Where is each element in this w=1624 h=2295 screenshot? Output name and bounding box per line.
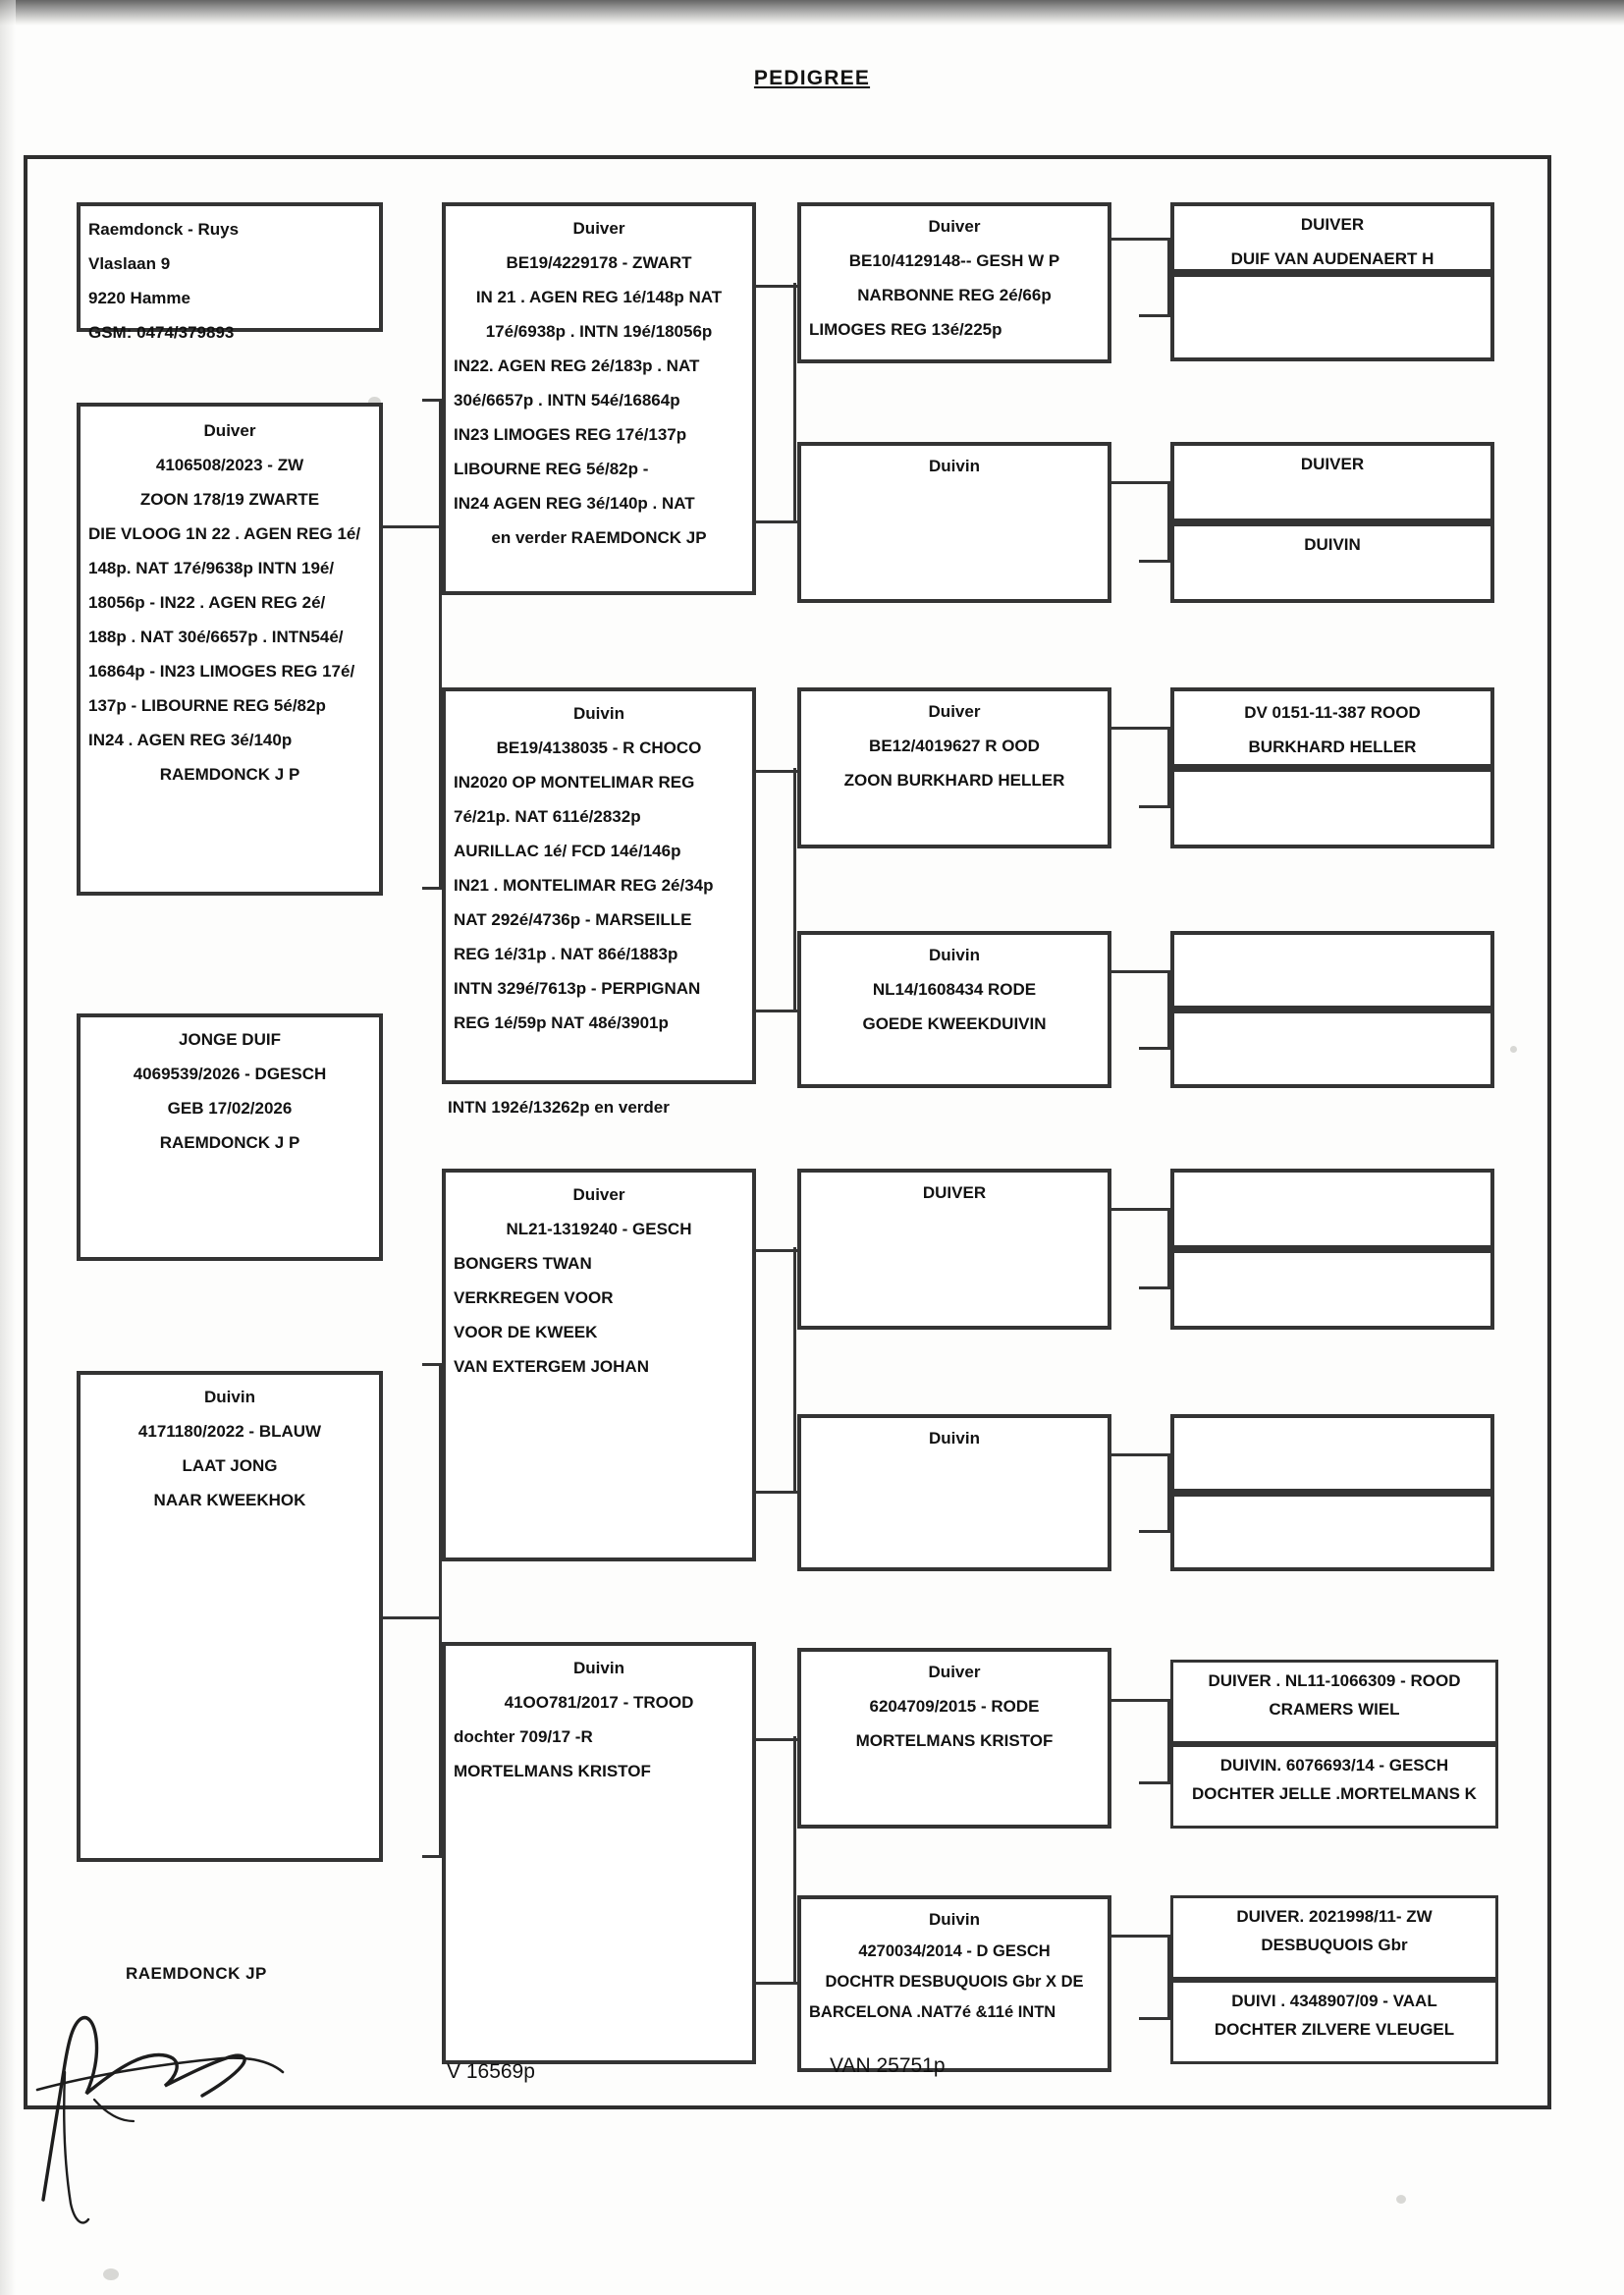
gen4-box-3a-line-2: BURKHARD HELLER xyxy=(1248,738,1417,756)
gen3-box-5 xyxy=(797,1169,1111,1330)
dam-sire-line-2: VERKREGEN VOOR xyxy=(454,1288,614,1307)
sire-line-1: ZOON 178/19 ZWARTE xyxy=(139,490,320,509)
owner-city: 9220 Hamme xyxy=(88,289,190,307)
sire-line-6: 16864p - IN23 LIMOGES REG 17é/ xyxy=(88,662,355,681)
gen4-box-2b-header: DUIVIN xyxy=(1304,535,1361,554)
gen4-box-1a xyxy=(1170,202,1494,273)
footnote-right: VAN 25751p xyxy=(830,2054,946,2077)
sire-dam-line-7: INTN 329é/7613p - PERPIGNAN xyxy=(454,979,701,998)
sire-dam-overflow-line: INTN 192é/13262p en verder xyxy=(448,1098,670,1117)
gen3-box-7 xyxy=(797,1648,1111,1829)
gen4-box-3a-line-1: DV 0151-11-387 ROOD xyxy=(1244,703,1421,722)
gen4-box-1a-header: DUIVER xyxy=(1300,215,1365,234)
sire-box xyxy=(77,403,383,896)
sire-line-8: IN24 . AGEN REG 3é/140p xyxy=(88,731,293,749)
connector-b4-to-c4b xyxy=(1139,1047,1170,1050)
connector-b5-to-c5b xyxy=(1139,1286,1170,1289)
connector-dam-out xyxy=(383,1616,442,1619)
sire-breeder: RAEMDONCK J P xyxy=(159,765,300,784)
gen4-box-7a xyxy=(1170,1660,1498,1744)
gen3-box-7-line-1: 6204709/2015 - RODE xyxy=(869,1697,1040,1716)
sire-dam-line-1: IN2020 OP MONTELIMAR REG xyxy=(454,773,695,792)
connector-sire-out xyxy=(383,525,442,528)
scan-edge-top xyxy=(0,0,1624,26)
sire-dam-line-4: IN21 . MONTELIMAR REG 2é/34p xyxy=(454,876,714,895)
gen4-box-7b xyxy=(1170,1744,1498,1829)
sire-sire-line-6: LIBOURNE REG 5é/82p - xyxy=(454,460,649,478)
gen4-box-2a xyxy=(1170,442,1494,522)
gen3-box-2 xyxy=(797,442,1111,603)
sire-line-7: 137p - LIBOURNE REG 5é/82p xyxy=(88,696,326,715)
connector-sire-to-sire-sire xyxy=(422,399,444,402)
connector-b3-vertical xyxy=(1167,727,1170,807)
sire-dam-line-2: 7é/21p. NAT 611é/2832p xyxy=(454,807,641,826)
dam-header: Duivin xyxy=(204,1388,255,1406)
dam-dam-box xyxy=(442,1642,756,2064)
connector-b8-to-c8b xyxy=(1139,2017,1170,2020)
dam-dam-header: Duivin xyxy=(573,1659,624,1677)
sire-line-3: 148p. NAT 17é/9638p INTN 19é/ xyxy=(88,559,335,577)
dam-box xyxy=(77,1371,383,1862)
subject-ring: 4069539/2026 - DGESCH xyxy=(133,1065,327,1083)
sire-dam-line-8: REG 1é/59p NAT 48é/3901p xyxy=(454,1013,669,1032)
connector-dam-sire-out xyxy=(756,1249,797,1252)
connector-b6-out xyxy=(1111,1453,1170,1456)
gen4-box-3a xyxy=(1170,687,1494,768)
dam-sire-header: Duiver xyxy=(572,1185,625,1204)
connector-b4-out xyxy=(1111,970,1170,973)
sire-sire-line-7: IN24 AGEN REG 3é/140p . NAT xyxy=(454,494,695,513)
connector-sire-dam-vertical xyxy=(793,768,796,1011)
scan-speck xyxy=(103,2268,119,2280)
gen4-box-1a-line: DUIF VAN AUDENAERT H xyxy=(1230,249,1435,268)
gen4-box-8a-line-2: DESBUQUOIS Gbr xyxy=(1261,1936,1408,1954)
gen4-box-4b xyxy=(1170,1010,1494,1088)
subject-header: JONGE DUIF xyxy=(179,1030,281,1049)
owner-phone: GSM: 0474/379893 xyxy=(88,323,235,342)
owner-street: Vlaslaan 9 xyxy=(88,254,171,273)
connector-b6-to-c6b xyxy=(1139,1530,1170,1533)
dam-sire-box xyxy=(442,1169,756,1561)
connector-b7-to-c7b xyxy=(1139,1781,1170,1784)
subject-born: GEB 17/02/2026 xyxy=(167,1099,293,1118)
sire-dam-box xyxy=(442,687,756,1084)
gen3-box-8 xyxy=(797,1895,1111,2072)
gen3-box-7-header: Duiver xyxy=(928,1663,981,1681)
dam-sire-ring: NL21-1319240 - GESCH xyxy=(506,1220,692,1238)
sire-sire-line-5: IN23 LIMOGES REG 17é/137p xyxy=(454,425,687,444)
connector-dam-sire-to-b6 xyxy=(756,1491,797,1494)
gen3-box-3-line-2: ZOON BURKHARD HELLER xyxy=(843,771,1065,790)
gen4-box-1b xyxy=(1170,273,1494,361)
connector-b5-out xyxy=(1111,1208,1170,1211)
sire-dam-ring: BE19/4138035 - R CHOCO xyxy=(496,738,702,757)
gen3-box-1-line-3: LIMOGES REG 13é/225p xyxy=(809,320,1002,339)
gen4-box-6a xyxy=(1170,1414,1494,1493)
sire-dam-header: Duivin xyxy=(573,704,624,723)
footnote-left: V 16569p xyxy=(447,2060,535,2083)
sire-sire-line-2: 17é/6938p . INTN 19é/18056p xyxy=(485,322,713,341)
dam-sire-line-3: VOOR DE KWEEK xyxy=(454,1323,598,1341)
gen4-box-8b xyxy=(1170,1980,1498,2064)
gen4-box-2b xyxy=(1170,522,1494,603)
gen3-box-8-header: Duivin xyxy=(929,1910,980,1929)
gen4-box-4a xyxy=(1170,931,1494,1010)
gen3-box-2-header: Duivin xyxy=(929,457,980,475)
connector-b1-out xyxy=(1111,238,1170,241)
gen4-box-5a xyxy=(1170,1169,1494,1249)
sire-dam-line-5: NAT 292é/4736p - MARSEILLE xyxy=(454,910,692,929)
gen4-box-7b-line-1: DUIVIN. 6076693/14 - GESCH xyxy=(1219,1756,1449,1775)
gen4-box-7a-line-2: CRAMERS WIEL xyxy=(1269,1700,1400,1719)
sire-line-4: 18056p - IN22 . AGEN REG 2é/ xyxy=(88,593,326,612)
dam-sire-line-1: BONGERS TWAN xyxy=(454,1254,592,1273)
gen3-box-5-header: DUIVER xyxy=(922,1183,987,1202)
connector-b3-out xyxy=(1111,727,1170,730)
connector-sire-sire-vertical xyxy=(793,283,796,523)
connector-dam-to-dam-dam xyxy=(422,1855,444,1858)
gen3-box-1-header: Duiver xyxy=(928,217,981,236)
gen3-box-7-line-2: MORTELMANS KRISTOF xyxy=(855,1731,1054,1750)
dam-sire-line-4: VAN EXTERGEM JOHAN xyxy=(454,1357,649,1376)
sire-header: Duiver xyxy=(203,421,256,440)
connector-dam-dam-vertical xyxy=(793,1736,796,1984)
sire-dam-line-3: AURILLAC 1é/ FCD 14é/146p xyxy=(454,842,681,860)
connector-b8-vertical xyxy=(1167,1935,1170,2019)
gen4-box-8b-line-1: DUIVI . 4348907/09 - VAAL xyxy=(1231,1992,1437,2010)
gen4-box-7b-line-2: DOCHTER JELLE .MORTELMANS K xyxy=(1192,1784,1477,1803)
gen4-box-6b xyxy=(1170,1493,1494,1571)
connector-sire-dam-out xyxy=(756,770,797,773)
connector-sire-to-sire-dam xyxy=(422,887,444,890)
connector-b2-vertical xyxy=(1167,481,1170,562)
connector-b5-vertical xyxy=(1167,1208,1170,1288)
gen3-box-4-line-2: GOEDE KWEEKDUIVIN xyxy=(862,1014,1047,1033)
gen4-box-8b-line-2: DOCHTER ZILVERE VLEUGEL xyxy=(1214,2020,1455,2039)
sire-sire-line-1: IN 21 . AGEN REG 1é/148p NAT xyxy=(475,288,723,306)
gen3-box-4-header: Duivin xyxy=(929,946,980,964)
gen3-box-6-header: Duivin xyxy=(929,1429,980,1448)
sire-line-2: DIE VLOOG 1N 22 . AGEN REG 1é/ xyxy=(88,524,361,543)
gen3-box-3-header: Duiver xyxy=(928,702,981,721)
gen3-box-4 xyxy=(797,931,1111,1088)
connector-b6-vertical xyxy=(1167,1453,1170,1532)
connector-b8-out xyxy=(1111,1935,1170,1938)
subject-breeder: RAEMDONCK J P xyxy=(159,1133,300,1152)
gen3-box-8-line-1: 4270034/2014 - D GESCH xyxy=(858,1942,1051,1960)
dam-line-2: NAAR KWEEKHOK xyxy=(153,1491,306,1509)
gen3-box-3-line-1: BE12/4019627 R OOD xyxy=(869,737,1040,755)
gen4-box-3b xyxy=(1170,768,1494,848)
sire-sire-ring: BE19/4229178 - ZWART xyxy=(506,253,692,272)
signature-name: RAEMDONCK JP xyxy=(126,1964,267,1983)
gen4-box-2a-header: DUIVER xyxy=(1300,455,1365,473)
gen4-box-7a-line-1: DUIVER . NL11-1066309 - ROOD xyxy=(1208,1671,1461,1690)
connector-b7-vertical xyxy=(1167,1699,1170,1783)
subject-box xyxy=(77,1013,383,1261)
connector-sire-vertical xyxy=(439,399,442,890)
gen3-box-3 xyxy=(797,687,1111,848)
dam-dam-ring: 41OO781/2017 - TROOD xyxy=(504,1693,694,1712)
gen4-box-5b xyxy=(1170,1249,1494,1330)
gen3-box-4-line-1: NL14/1608434 RODE xyxy=(872,980,1037,999)
gen4-box-8a xyxy=(1170,1895,1498,1980)
dam-ring: 4171180/2022 - BLAUW xyxy=(137,1422,322,1441)
connector-dam-vertical xyxy=(439,1363,442,1858)
connector-sire-sire-to-b2 xyxy=(756,520,797,523)
gen3-box-1-line-2: NARBONNE REG 2é/66p xyxy=(857,286,1052,304)
connector-b7-out xyxy=(1111,1699,1170,1702)
connector-dam-to-dam-sire xyxy=(422,1363,444,1366)
gen3-box-8-line-2: DOCHTR DESBUQUOIS Gbr X DE xyxy=(825,1973,1084,1991)
connector-sire-sire-out xyxy=(756,285,797,288)
connector-b2-out xyxy=(1111,481,1170,484)
dam-dam-line-2: MORTELMANS KRISTOF xyxy=(454,1762,651,1780)
connector-dam-dam-to-b8 xyxy=(756,1982,797,1985)
gen3-box-1 xyxy=(797,202,1111,363)
gen3-box-8-line-3: BARCELONA .NAT7é &11é INTN xyxy=(809,2003,1056,2021)
connector-sire-dam-to-b4 xyxy=(756,1010,797,1012)
gen3-box-1-line-1: BE10/4129148-- GESH W P xyxy=(848,251,1060,270)
page-title: PEDIGREE xyxy=(753,67,871,89)
dam-line-1: LAAT JONG xyxy=(182,1456,278,1475)
connector-b4-vertical xyxy=(1167,970,1170,1049)
dam-dam-line-1: dochter 709/17 -R xyxy=(454,1727,593,1746)
connector-b1-to-c1b xyxy=(1139,314,1170,317)
sire-sire-box xyxy=(442,202,756,595)
sire-sire-line-8: en verder RAEMDONCK JP xyxy=(491,528,707,547)
sire-sire-line-3: IN22. AGEN REG 2é/183p . NAT xyxy=(454,356,700,375)
connector-dam-dam-out xyxy=(756,1738,797,1741)
connector-b2-to-c2b xyxy=(1139,560,1170,563)
owner-name: Raemdonck - Ruys xyxy=(88,220,240,239)
gen3-box-6 xyxy=(797,1414,1111,1571)
sire-sire-header: Duiver xyxy=(572,219,625,238)
scan-edge-left xyxy=(0,0,16,2295)
gen4-box-8a-line-1: DUIVER. 2021998/11- ZW xyxy=(1236,1907,1433,1926)
sire-dam-line-6: REG 1é/31p . NAT 86é/1883p xyxy=(454,945,678,963)
sire-sire-line-4: 30é/6657p . INTN 54é/16864p xyxy=(454,391,680,410)
sire-ring: 4106508/2023 - ZW xyxy=(155,456,304,474)
connector-b3-to-c3b xyxy=(1139,805,1170,808)
sire-line-5: 188p . NAT 30é/6657p . INTN54é/ xyxy=(88,628,344,646)
connector-b1-vertical xyxy=(1167,238,1170,316)
scan-speck xyxy=(1396,2195,1406,2204)
owner-box xyxy=(77,202,383,342)
connector-dam-sire-vertical xyxy=(793,1247,796,1493)
